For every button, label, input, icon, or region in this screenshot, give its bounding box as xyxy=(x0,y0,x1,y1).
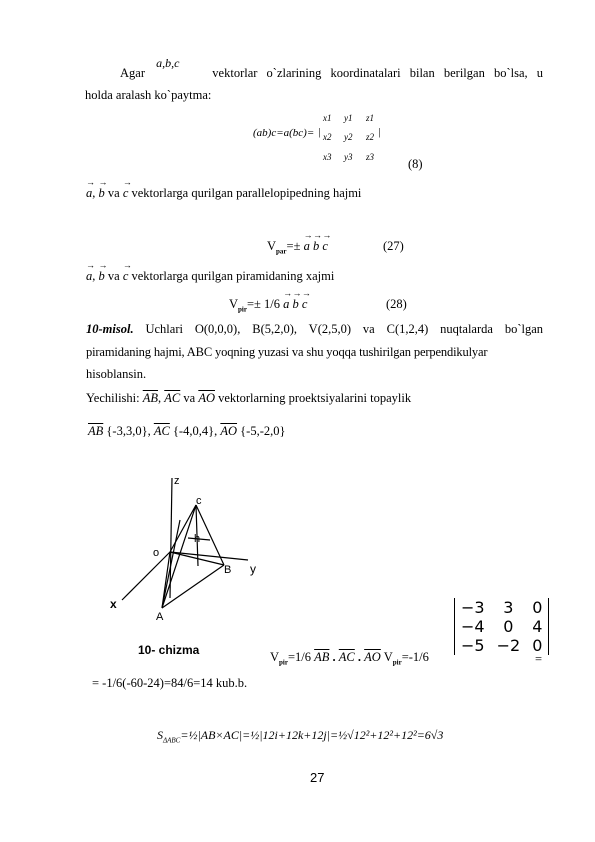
volume-line: $V_{pir}=1/6$ $\overline{AB}$ . $\overline{AC}$ . $\overline{AO}$ $V_{pir}=-1/6$ xyxy=(270,650,429,667)
eq8-r3c3: z3 xyxy=(366,152,375,162)
eq8-r1c3: z1 xyxy=(366,113,375,123)
x-axis xyxy=(122,552,170,600)
parallelepiped-line: → a, → b va → c vektorlarga qurilgan parallelopipedning hajmi xyxy=(86,186,361,201)
agar-word: Agar xyxy=(120,66,145,80)
label-y: y xyxy=(250,562,256,576)
parallelepiped-text: vektorlarga qurilgan parallelopipedning hajmi xyxy=(131,186,362,200)
example-label: 10-misol. xyxy=(86,322,134,336)
eq8-r3c2: y3 xyxy=(344,152,353,162)
example-line-3: hisoblansin. xyxy=(86,367,147,381)
intro-text-1: vektorlar o`zlarining koordinatalari bilan berilgan bo`lsa, u xyxy=(212,66,543,80)
eq27: $V_{par}=\pm \to a \to b \to c$ xyxy=(267,239,328,256)
eq8-lhs: (ab)c=a(bc)= xyxy=(253,127,315,139)
eq8-number: (8) xyxy=(408,157,423,171)
eq8-r2c2: y2 xyxy=(344,132,353,142)
vector-a: → a xyxy=(86,186,92,201)
figure-caption: 10- chizma xyxy=(138,643,200,657)
eq8-r3c1: x3 xyxy=(323,152,332,162)
label-z: z xyxy=(174,475,180,487)
eq8-bar-right: | xyxy=(378,126,382,138)
det-row-2: −4 0 4 xyxy=(461,617,543,636)
solution-line: Yechilishi: $\overline{AB}$, $\overline{AC}$ va $\overline{AO}$ vektorlarning proektsiyalarini topaylik xyxy=(86,391,412,405)
intro-line-1 xyxy=(85,56,543,81)
example-line-1: 10-misol. Uchlari O(0,0,0), B(5,2,0), V(2,5,0) va C(1,2,4) nuqtalarda bo`lgan xyxy=(86,322,544,336)
eq27-number: (27) xyxy=(383,239,404,253)
det-row-1: −3 3 0 xyxy=(461,598,543,617)
label-o: o xyxy=(153,547,160,559)
volume-result: = -1/6(-60-24)=84/6=14 kub.b. xyxy=(92,676,248,690)
solution-label: Yechilishi: xyxy=(86,391,140,405)
pyramid-text: vektorlarga qurilgan piramidaning xajmi xyxy=(131,269,335,283)
eq8-r2c3: z2 xyxy=(366,132,375,142)
page-number: 27 xyxy=(310,770,325,785)
label-h: h xyxy=(194,533,201,545)
eq8-bar-left: | xyxy=(318,126,322,138)
volume-tail: = xyxy=(535,652,543,666)
pyramid-figure xyxy=(100,470,280,660)
intro-line-2: holda aralash ko`paytma: xyxy=(85,88,212,102)
eq28: $V_{pir}=\pm 1/6 \to a \to b \to c$ xyxy=(229,297,307,314)
area-formula: $S_{\Delta ABC}=\frac{1}{2}|AB\times AC|=\frac{1}{2}|12i+12k+12j|=\frac{1}{2}√12^2+12^2+12^2=6√3$ xyxy=(157,728,444,745)
eq28-number: (28) xyxy=(386,297,407,311)
example-line-2: piramidaning hajmi, ABC yoqning yuzasi va shu yoqqa tushirilgan perpendikulyar xyxy=(86,345,488,359)
label-b: B xyxy=(224,564,232,576)
vector-c: → c xyxy=(123,186,129,201)
volume-determinant xyxy=(454,598,549,655)
eq8-r2c1: x2 xyxy=(323,132,332,142)
det-row-3: −5 −2 0 xyxy=(461,636,543,655)
label-a: A xyxy=(156,611,164,623)
vector-b: → b xyxy=(99,186,105,201)
edge-ab xyxy=(162,565,224,608)
coords-line: $\overline{AB}$ {-3,3,0}, $\overline{AC}$ {-4,0,4}, $\overline{AO}$ {-5,-2,0} xyxy=(88,424,286,438)
eq8-r1c1: x1 xyxy=(323,113,332,123)
y-axis xyxy=(170,552,248,560)
eq8-r1c2: y1 xyxy=(344,113,353,123)
vectors-abc: a,b,c xyxy=(156,56,180,70)
label-x: x xyxy=(110,597,117,611)
label-c: c xyxy=(196,495,202,507)
pyramid-line: → a, → b va → c vektorlarga qurilgan piramidaning xajmi xyxy=(86,269,334,284)
